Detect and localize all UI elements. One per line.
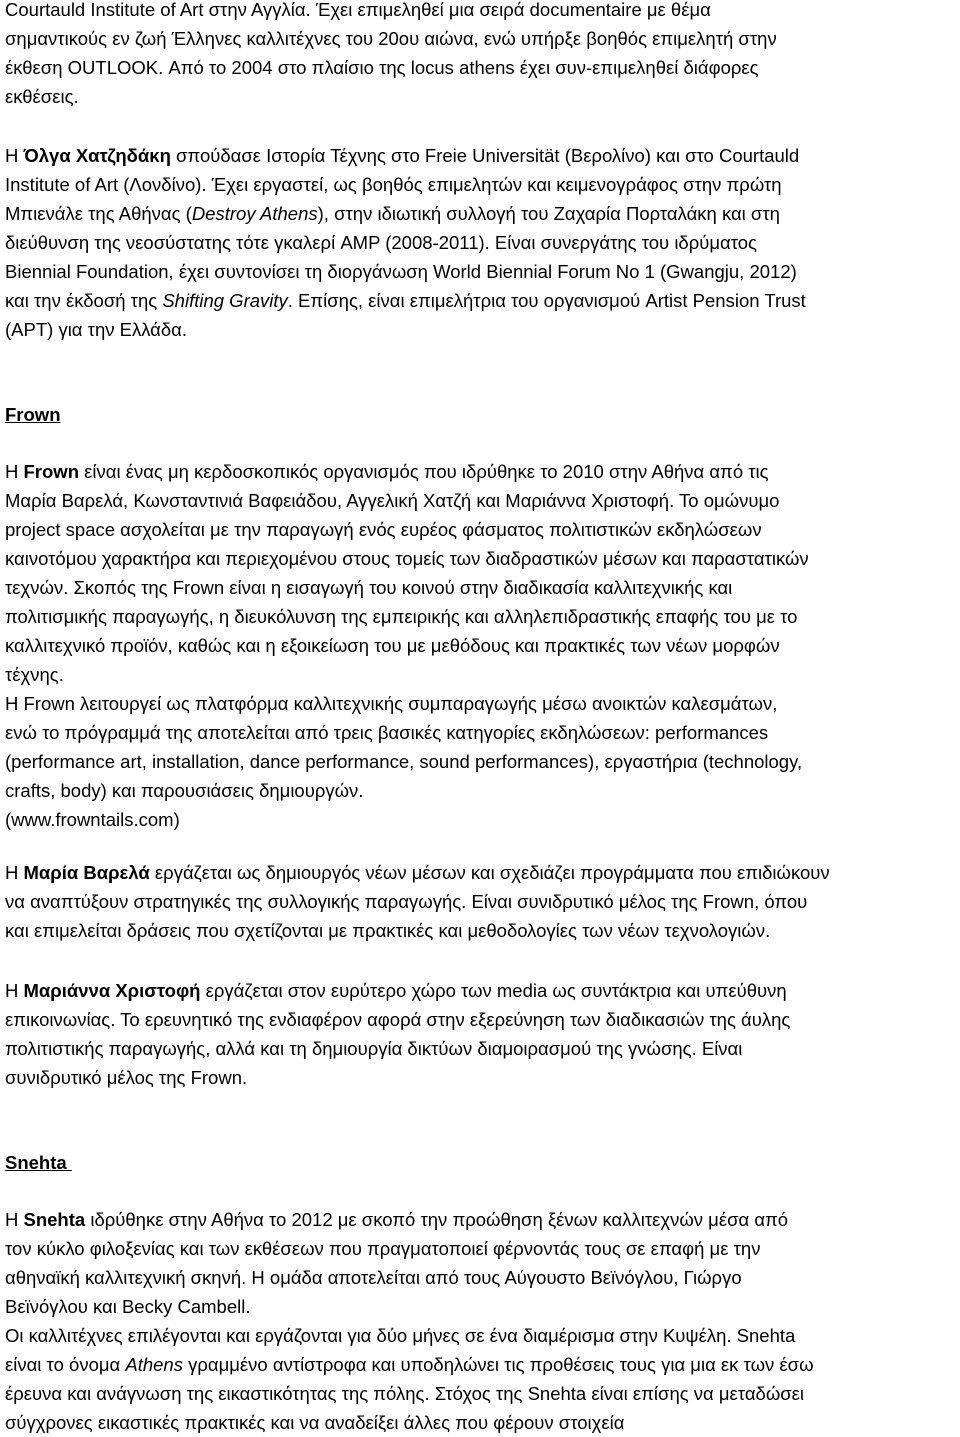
- snehta-paragraph: [0, 1205, 956, 1437]
- text-line: σημαντικούς εν ζωή Έλληνες καλλιτέχνες του 20ου αιώνα, ενώ υπήρξε βοηθός επιμελητή στην: [5, 28, 777, 49]
- text-line: Η Μαριάννα Χριστοφή εργάζεται στον ευρύτερο χώρο των media ως συντάκτρια και υπεύθυνη: [5, 980, 787, 1001]
- text-line: εκθέσεις.: [5, 86, 79, 107]
- frown-paragraph: [0, 457, 956, 834]
- org-name: Frown: [23, 461, 79, 482]
- snehta-heading: [0, 1148, 956, 1177]
- publication-title: Shifting Gravity: [162, 290, 288, 311]
- text-line: είναι το όνομα Athens γραμμένο αντίστροφα και υποδηλώνει τις προθέσεις τους για μια εκ των έσω: [5, 1354, 814, 1375]
- text-line: πολιτιστικής παραγωγής, αλλά και τη δημιουργία δικτύων διαμοιρασμού της γνώσης. Είναι: [5, 1038, 743, 1059]
- frown-heading: [0, 400, 956, 429]
- exhibition-title: Destroy Athens: [191, 203, 318, 224]
- text-line: επικοινωνίας. Το ερευνητικό της ενδιαφέρον αφορά στην εξερεύνηση των διαδικασιών της άυλης: [5, 1009, 791, 1030]
- text-line: Μπιενάλε της Αθήνας (Destroy Athens), στην ιδιωτική συλλογή του Ζαχαρία Πορταλάκη και στη: [5, 203, 780, 224]
- text-line: Biennial Foundation, έχει συντονίσει τη διοργάνωση World Biennial Forum No 1 (Gwangju, 2012): [5, 261, 797, 282]
- text-line: και επιμελείται δράσεις που σχετίζονται με πρακτικές και μεθοδολογίες των νέων τεχνολογιών.: [5, 920, 771, 941]
- text-line: Η Snehta ιδρύθηκε στην Αθήνα το 2012 με σκοπό την προώθηση ξένων καλλιτεχνών μέσα από: [5, 1209, 789, 1230]
- text-line: Courtauld Institute of Art στην Αγγλία. Έχει επιμεληθεί μια σειρά documentaire με θέμα: [5, 0, 711, 20]
- person-name: Μαρία Βαρελά: [23, 862, 150, 883]
- text-line: Βεϊνόγλου και Becky Cambell.: [5, 1296, 251, 1317]
- text-line: crafts, body) και παρουσιάσεις δημιουργών.: [5, 780, 364, 801]
- text-line: (performance art, installation, dance performance, sound performances), εργαστήρια (technology,: [5, 751, 803, 772]
- text-line: αθηναϊκή καλλιτεχνική σκηνή. Η ομάδα αποτελείται από τους Αύγουστο Βεϊνόγλου, Γιώργο: [5, 1267, 742, 1288]
- text-line: Η Frown είναι ένας μη κερδοσκοπικός οργανισμός που ιδρύθηκε το 2010 στην Αθήνα από τις: [5, 461, 769, 482]
- section-heading-snehta: Snehta: [5, 1152, 72, 1173]
- maria-bio-paragraph: [0, 858, 956, 945]
- text-line: Η Μαρία Βαρελά εργάζεται ως δημιουργός νέων μέσων και σχεδιάζει προγράμματα που επιδιώκουν: [5, 862, 830, 883]
- person-name: Μαριάννα Χριστοφή: [23, 980, 201, 1001]
- text-line: Η Όλγα Χατζηδάκη σπούδασε Ιστορία Τέχνης στο Freie Universität (Βερολίνο) και στο Courtauld: [5, 145, 800, 166]
- text-line: σύγχρονες εικαστικές πρακτικές και να αναδείξει άλλες που φέρουν στοιχεία: [5, 1412, 625, 1433]
- text-line: τεχνών. Σκοπός της Frown είναι η εισαγωγή του κοινού στην διαδικασία καλλιτεχνικής και: [5, 577, 733, 598]
- text-line: Μαρία Βαρελά, Κωνσταντινιά Βαφειάδου, Αγγελική Χατζή και Μαριάννα Χριστοφή. Το ομώνυμο: [5, 490, 780, 511]
- text-line: καλλιτεχνικό προϊόν, καθώς και η εξοικείωση του με μεθόδους και πρακτικές των νέων μορφών: [5, 635, 780, 656]
- text-line: (APT) για την Ελλάδα.: [5, 319, 188, 340]
- person-name: Όλγα Χατζηδάκη: [23, 145, 171, 166]
- section-heading-frown: Frown: [5, 404, 61, 425]
- text-line: τον κύκλο φιλοξενίας και των εκθέσεων που πραγματοποιεί φέρνοντάς τους σε επαφή με την: [5, 1238, 761, 1259]
- text-line: έρευνα και ανάγνωση της εικαστικότητας της πόλης. Στόχος της Snehta είναι επίσης να μεταδώσει: [5, 1383, 805, 1404]
- text-line: έκθεση OUTLOOK. Από το 2004 στο πλαίσιο της locus athens έχει συν-επιμεληθεί διάφορες: [5, 57, 759, 78]
- text-line: ενώ το πρόγραμμά της αποτελείται από τρεις βασικές κατηγορίες εκδηλώσεων: performances: [5, 722, 769, 743]
- text-line: Institute of Art (Λονδίνο). Έχει εργαστεί, ως βοηθός επιμελητών και κειμενογράφος στην πρώτη: [5, 174, 782, 195]
- text-line: Οι καλλιτέχνες επιλέγονται και εργάζονται για δύο μήνες σε ένα διαμέρισμα στην Κυψέλη. Snehta: [5, 1325, 796, 1346]
- text-line: να αναπτύξουν στρατηγικές της συλλογικής παραγωγής. Είναι συνιδρυτικό μέλος της Frown, όπου: [5, 891, 808, 912]
- text-line: project space ασχολείται με την παραγωγή ενός ευρέος φάσματος πολιτιστικών εκδηλώσεων: [5, 519, 762, 540]
- text-line: και την έκδοσή της Shifting Gravity. Επίσης, είναι επιμελήτρια του οργανισμού Artist Pension Trust: [5, 290, 806, 311]
- city-name: Athens: [125, 1354, 183, 1375]
- intro-paragraph: [0, 0, 956, 111]
- text-line: Η Frown λειτουργεί ως πλατφόρμα καλλιτεχνικής συμπαραγωγής μέσω ανοικτών καλεσμάτων,: [5, 693, 778, 714]
- olga-bio-paragraph: [0, 141, 956, 344]
- text-line: τέχνης.: [5, 664, 64, 685]
- text-line: διεύθυνση της νεοσύστατης τότε γκαλερί AMP (2008-2011). Είναι συνεργάτης του ιδρύματος: [5, 232, 757, 253]
- text-line: καινοτόμου χαρακτήρα και περιεχομένου στους τομείς των διαδραστικών μέσων και παραστατικών: [5, 548, 809, 569]
- org-name: Snehta: [23, 1209, 86, 1230]
- text-line: πολιτισμικής παραγωγής, η διευκόλυνση της εμπειρικής και αλληλεπιδραστικής επαφής του με το: [5, 606, 798, 627]
- text-line: (www.frowntails.com): [5, 809, 180, 830]
- marianna-bio-paragraph: [0, 976, 956, 1092]
- text-line: συνιδρυτικό μέλος της Frown.: [5, 1067, 248, 1088]
